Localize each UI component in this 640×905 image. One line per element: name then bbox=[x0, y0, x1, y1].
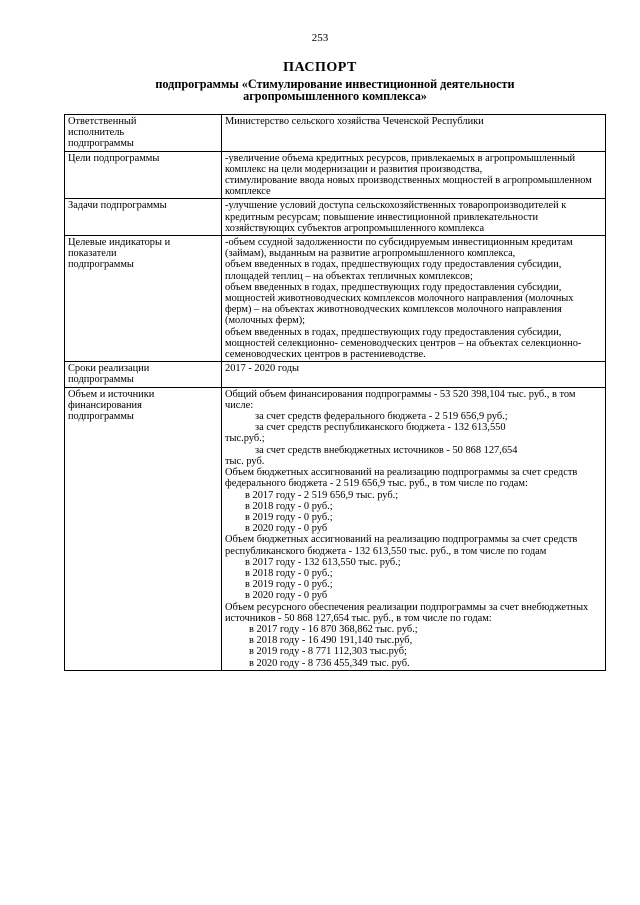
financing-source: за счет средств внебюджетных источников - 50 868 127,654 bbox=[255, 444, 518, 456]
row-value bbox=[222, 387, 606, 670]
row-label bbox=[65, 151, 222, 199]
extrabudget-year: в 2018 году - 16 490 191,140 тыс.руб, bbox=[249, 635, 413, 647]
value-line: -объем ссудной задолженности по субсидируемым инвестиционным кредитам (займам), выданным на развитие агропромышленного комплекса, bbox=[225, 237, 573, 260]
table-row bbox=[65, 387, 606, 670]
value-line: объем введенных в годах, предшествующих году предоставления субсидии, площадей теплиц – на объектах тепличных комплексов; bbox=[225, 259, 562, 282]
page-number: 253 bbox=[311, 32, 329, 44]
value-line: -улучшение условий доступа сельскохозяйственных товаропроизводителей к кредитным ресурсам; повышение инвестиционной привлекательности хозяйствующих субъектов агропромышленного комплекса bbox=[225, 200, 567, 234]
label-line: Цели подпрограммы bbox=[68, 152, 160, 164]
table-row bbox=[65, 236, 606, 362]
extrabudget-header: Объем ресурсного обеспечения реализации подпрограммы за счет внебюджетных источников - 50 868 127,654 тыс. руб., в том числе по годам: bbox=[225, 601, 589, 624]
table-row bbox=[65, 199, 606, 236]
label-line: подпрограммы bbox=[68, 259, 134, 271]
label-line: Сроки реализации bbox=[68, 363, 150, 375]
label-line: финансирования bbox=[68, 399, 142, 411]
federal-year: в 2020 году - 0 руб bbox=[245, 523, 328, 535]
republican-year: в 2018 году - 0 руб.; bbox=[245, 567, 333, 579]
financing-source: за счет средств республиканского бюджета - 132 613,550 bbox=[255, 422, 506, 434]
label-line: подпрограммы bbox=[68, 374, 134, 386]
label-line: Объем и источники bbox=[68, 388, 155, 400]
value-line: Министерство сельского хозяйства Чеченской Республики bbox=[225, 116, 484, 127]
federal-header: Объем бюджетных ассигнований на реализацию подпрограммы за счет средств федерального бюджета - 2 519 656,9 тыс. руб., в том числе по годам: bbox=[225, 467, 578, 490]
republican-year: в 2019 году - 0 руб.; bbox=[245, 579, 333, 591]
republican-header: Объем бюджетных ассигнований на реализацию подпрограммы за счет средств республиканского бюджета - 132 613,550 тыс. руб., в том числе по годам bbox=[225, 534, 578, 557]
table-row bbox=[65, 362, 606, 387]
extrabudget-year: в 2020 году - 8 736 455,349 тыс. руб. bbox=[249, 657, 410, 669]
label-line: подпрограммы bbox=[68, 138, 134, 150]
label-line: Задачи подпрограммы bbox=[68, 200, 167, 212]
row-label bbox=[65, 199, 222, 236]
value-line: объем введенных в годах, предшествующих году предоставления субсидии, мощностей селекционно- семеноводческих центров – на объектах селекционно- семеноводческих центров в растениеводстве. bbox=[225, 326, 582, 361]
row-value bbox=[222, 236, 606, 362]
financing-total: Общий объем финансирования подпрограммы - 53 520 398,104 тыс. руб., в том числе: bbox=[225, 388, 576, 411]
row-value bbox=[222, 362, 606, 387]
federal-year: в 2019 году - 0 руб.; bbox=[245, 511, 333, 523]
table-row bbox=[65, 151, 606, 199]
document-title: ПАСПОРТ bbox=[283, 60, 357, 75]
extrabudget-year: в 2017 году - 16 870 368,862 тыс. руб.; bbox=[249, 623, 418, 635]
financing-source: за счет средств федерального бюджета - 2 519 656,9 руб.; bbox=[255, 411, 508, 423]
table-row bbox=[65, 115, 606, 152]
federal-year: в 2018 году - 0 руб.; bbox=[245, 500, 333, 512]
label-line: показатели bbox=[68, 248, 117, 260]
row-label bbox=[65, 115, 222, 152]
label-line: подпрограммы bbox=[68, 411, 134, 423]
extrabudget-year: в 2019 году - 8 771 112,303 тыс.руб; bbox=[249, 646, 407, 658]
value-line: -увеличение объема кредитных ресурсов, привлекаемых в агропромышленный комплекс на цели модернизации и развития производства, bbox=[225, 152, 576, 175]
label-line: исполнитель bbox=[68, 127, 125, 139]
row-value bbox=[222, 151, 606, 199]
row-label bbox=[65, 387, 222, 670]
row-label bbox=[65, 362, 222, 387]
financing-source: тыс.руб.; bbox=[225, 433, 265, 445]
label-line: Ответственный bbox=[68, 116, 137, 127]
value-line: стимулирование ввода новых производственных мощностей в агропромышленном комплексе bbox=[225, 175, 592, 198]
passport-table bbox=[64, 114, 606, 671]
value-line: 2017 - 2020 годы bbox=[225, 363, 299, 375]
row-label bbox=[65, 236, 222, 362]
value-line: объем введенных в годах, предшествующих году предоставления субсидии, мощностей животноводческих комплексов молочного направления (молочных ферм) – на объектах животноводческих комплексов молочного направления (молочных ферм); bbox=[225, 281, 574, 327]
document-subtitle: подпрограммы «Стимулирование инвестиционной деятельности агропромышленного комплекса» bbox=[155, 77, 515, 103]
label-line: Целевые индикаторы и bbox=[68, 237, 171, 249]
row-value bbox=[222, 199, 606, 236]
republican-year: в 2020 году - 0 руб bbox=[245, 590, 328, 602]
financing-source: тыс. руб. bbox=[225, 455, 265, 467]
federal-year: в 2017 году - 2 519 656,9 тыс. руб.; bbox=[245, 489, 399, 501]
row-value bbox=[222, 115, 606, 152]
republican-year: в 2017 году - 132 613,550 тыс. руб.; bbox=[245, 556, 401, 568]
